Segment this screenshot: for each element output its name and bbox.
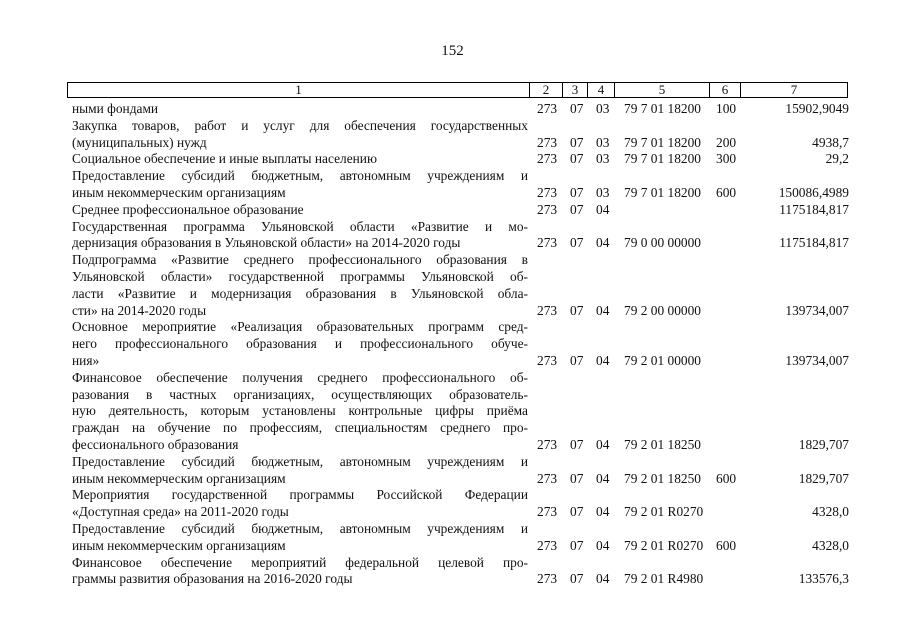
cell-c5: 79 2 01 18250	[624, 437, 701, 452]
row-description-line: «Доступная среда» на 2011-2020 годы	[72, 504, 289, 520]
row-description-line: ния»	[72, 352, 100, 368]
row-description	[72, 370, 528, 454]
cell-c2: 273	[537, 201, 558, 217]
cell-c3: 07	[570, 437, 584, 452]
cell-c3: 07	[570, 235, 584, 251]
row-description	[72, 202, 528, 219]
cell-c3: 07	[570, 134, 584, 150]
cell-c3: 07	[570, 571, 584, 587]
cell-c5: 79 2 01 00000	[624, 352, 701, 368]
cell-c7: 15902,9049	[785, 101, 849, 116]
cell-c5: 79 2 01 18250	[624, 470, 701, 486]
table-row	[0, 118, 905, 152]
cell-c3: 07	[570, 201, 584, 217]
table-row	[0, 319, 905, 369]
row-description-line: Предоставление субсидий бюджетным, автономным учреждениям и	[72, 453, 528, 469]
cell-c2: 273	[537, 134, 558, 150]
table-row	[0, 555, 905, 589]
row-description-line: ласти «Развитие и модернизация образования в Ульяновской обла-	[72, 285, 528, 301]
cell-c4: 04	[596, 302, 610, 318]
cell-c7: 29,2	[825, 151, 849, 167]
cell-c3: 07	[570, 352, 584, 368]
cell-c6: 600	[716, 184, 737, 200]
cell-c3: 07	[570, 151, 584, 167]
table-row	[0, 151, 905, 168]
cell-c7: 1829,707	[798, 437, 849, 452]
cell-c4: 04	[596, 571, 610, 587]
header-col-4: 4	[587, 82, 615, 98]
header-col-2: 2	[529, 82, 563, 98]
cell-c4: 03	[596, 151, 610, 167]
cell-c5: 79 2 01 R0270	[624, 537, 704, 553]
row-description-line: иным некоммерческим организациям	[72, 537, 286, 553]
row-description	[72, 487, 528, 521]
cell-c5: 79 7 01 18200	[624, 151, 701, 167]
header-col-6: 6	[709, 82, 741, 98]
cell-c5: 79 7 01 18200	[624, 184, 701, 200]
cell-c3: 07	[570, 537, 584, 553]
cell-c7: 1175184,817	[779, 201, 849, 217]
cell-c7: 150086,4989	[778, 184, 849, 200]
cell-c4: 04	[596, 201, 610, 217]
cell-c7: 4938,7	[812, 134, 849, 150]
row-description-line: (муниципальных) нужд	[72, 134, 207, 150]
cell-c2: 273	[537, 470, 558, 486]
table-row	[0, 219, 905, 253]
cell-c4: 04	[596, 235, 610, 251]
table-row	[0, 521, 905, 555]
row-description	[72, 252, 528, 319]
cell-c4: 04	[596, 437, 610, 452]
row-description	[72, 101, 528, 118]
row-description-line: граммы развития образования на 2016-2020 годы	[72, 571, 353, 587]
row-description-line: граждан на обучение по профессиям, специальностям среднего про-	[72, 420, 528, 436]
row-description-line: Ульяновской области» государственной программы Ульяновской об-	[72, 268, 528, 284]
cell-c2: 273	[537, 302, 558, 318]
cell-c3: 07	[570, 184, 584, 200]
row-description-line: Среднее профессиональное образование	[72, 201, 304, 217]
row-description-line: сти» на 2014-2020 годы	[72, 302, 207, 318]
row-description-line: Закупка товаров, работ и услуг для обеспечения государственных	[72, 117, 528, 133]
header-col-5: 5	[614, 82, 710, 98]
row-description-line: Финансовое обеспечение получения среднего профессионального об-	[72, 369, 528, 385]
table-row	[0, 454, 905, 488]
cell-c2: 273	[537, 504, 558, 520]
row-description-line: него профессионального образования и профессионального обуче-	[72, 336, 528, 352]
row-description	[72, 151, 528, 168]
row-description	[72, 454, 528, 488]
table-row	[0, 252, 905, 319]
table-row	[0, 487, 905, 521]
cell-c7: 4328,0	[812, 504, 849, 520]
cell-c5: 79 2 01 R0270	[624, 504, 704, 520]
cell-c2: 273	[537, 352, 558, 368]
cell-c2: 273	[537, 437, 558, 452]
cell-c6: 600	[716, 537, 737, 553]
row-description	[72, 118, 528, 152]
row-description-line: дернизация образования в Ульяновской области» на 2014-2020 годы	[72, 235, 461, 251]
cell-c5: 79 2 00 00000	[624, 302, 701, 318]
cell-c7: 4328,0	[812, 537, 849, 553]
row-description	[72, 319, 528, 369]
cell-c3: 07	[570, 504, 584, 520]
header-col-7: 7	[740, 82, 848, 98]
table-row	[0, 202, 905, 219]
table-row	[0, 101, 905, 118]
row-description-line: Государственная программа Ульяновской области «Развитие и мо-	[72, 218, 528, 234]
cell-c4: 04	[596, 470, 610, 486]
cell-c2: 273	[537, 571, 558, 587]
cell-c3: 07	[570, 470, 584, 486]
cell-c6: 600	[716, 470, 737, 486]
page-number: 152	[441, 43, 464, 59]
row-description-line: разования в частных организациях, осуществляющих образователь-	[72, 386, 528, 402]
cell-c4: 03	[596, 134, 610, 150]
cell-c2: 273	[537, 151, 558, 167]
cell-c2: 273	[537, 537, 558, 553]
header-col-3: 3	[562, 82, 588, 98]
cell-c5: 79 0 00 00000	[624, 235, 701, 251]
cell-c7: 133576,3	[798, 571, 849, 587]
cell-c6: 100	[716, 101, 737, 116]
row-description-line: Социальное обеспечение и иные выплаты населению	[72, 151, 377, 167]
cell-c4: 04	[596, 352, 610, 368]
row-description	[72, 521, 528, 555]
row-description-line: Предоставление субсидий бюджетным, автономным учреждениям и	[72, 521, 528, 536]
cell-c7: 1175184,817	[779, 235, 849, 251]
table-row	[0, 370, 905, 454]
cell-c7: 139734,007	[785, 302, 849, 318]
row-description-line: Финансовое обеспечение мероприятий федеральной целевой про-	[72, 554, 528, 570]
row-description-line: фессионального образования	[72, 436, 239, 452]
header-col-1: 1	[67, 82, 530, 98]
row-description	[72, 168, 528, 202]
cell-c2: 273	[537, 235, 558, 251]
cell-c4: 04	[596, 537, 610, 553]
cell-c4: 04	[596, 504, 610, 520]
row-description-line: иным некоммерческим организациям	[72, 184, 286, 200]
row-description-line: ными фондами	[72, 101, 159, 116]
table-row	[0, 168, 905, 202]
cell-c2: 273	[537, 101, 558, 116]
cell-c5: 79 7 01 18200	[624, 134, 701, 150]
cell-c2: 273	[537, 184, 558, 200]
row-description-line: Мероприятия государственной программы Российской Федерации	[72, 487, 528, 503]
cell-c6: 200	[716, 134, 737, 150]
row-description	[72, 555, 528, 589]
cell-c6: 300	[716, 151, 737, 167]
cell-c5: 79 2 01 R4980	[624, 571, 704, 587]
cell-c3: 07	[570, 302, 584, 318]
row-description-line: иным некоммерческим организациям	[72, 470, 286, 486]
cell-c7: 139734,007	[785, 352, 849, 368]
row-description-line: Предоставление субсидий бюджетным, автономным учреждениям и	[72, 168, 528, 184]
row-description-line: ную деятельность, которым установлены контрольные цифры приёма	[72, 403, 528, 419]
row-description-line: Основное мероприятие «Реализация образовательных программ сред-	[72, 319, 528, 335]
cell-c5: 79 7 01 18200	[624, 101, 701, 116]
cell-c3: 07	[570, 101, 584, 116]
cell-c7: 1829,707	[798, 470, 849, 486]
cell-c4: 03	[596, 184, 610, 200]
row-description-line: Подпрограмма «Развитие среднего профессионального образования в	[72, 252, 528, 268]
cell-c4: 03	[596, 101, 610, 116]
row-description	[72, 219, 528, 253]
